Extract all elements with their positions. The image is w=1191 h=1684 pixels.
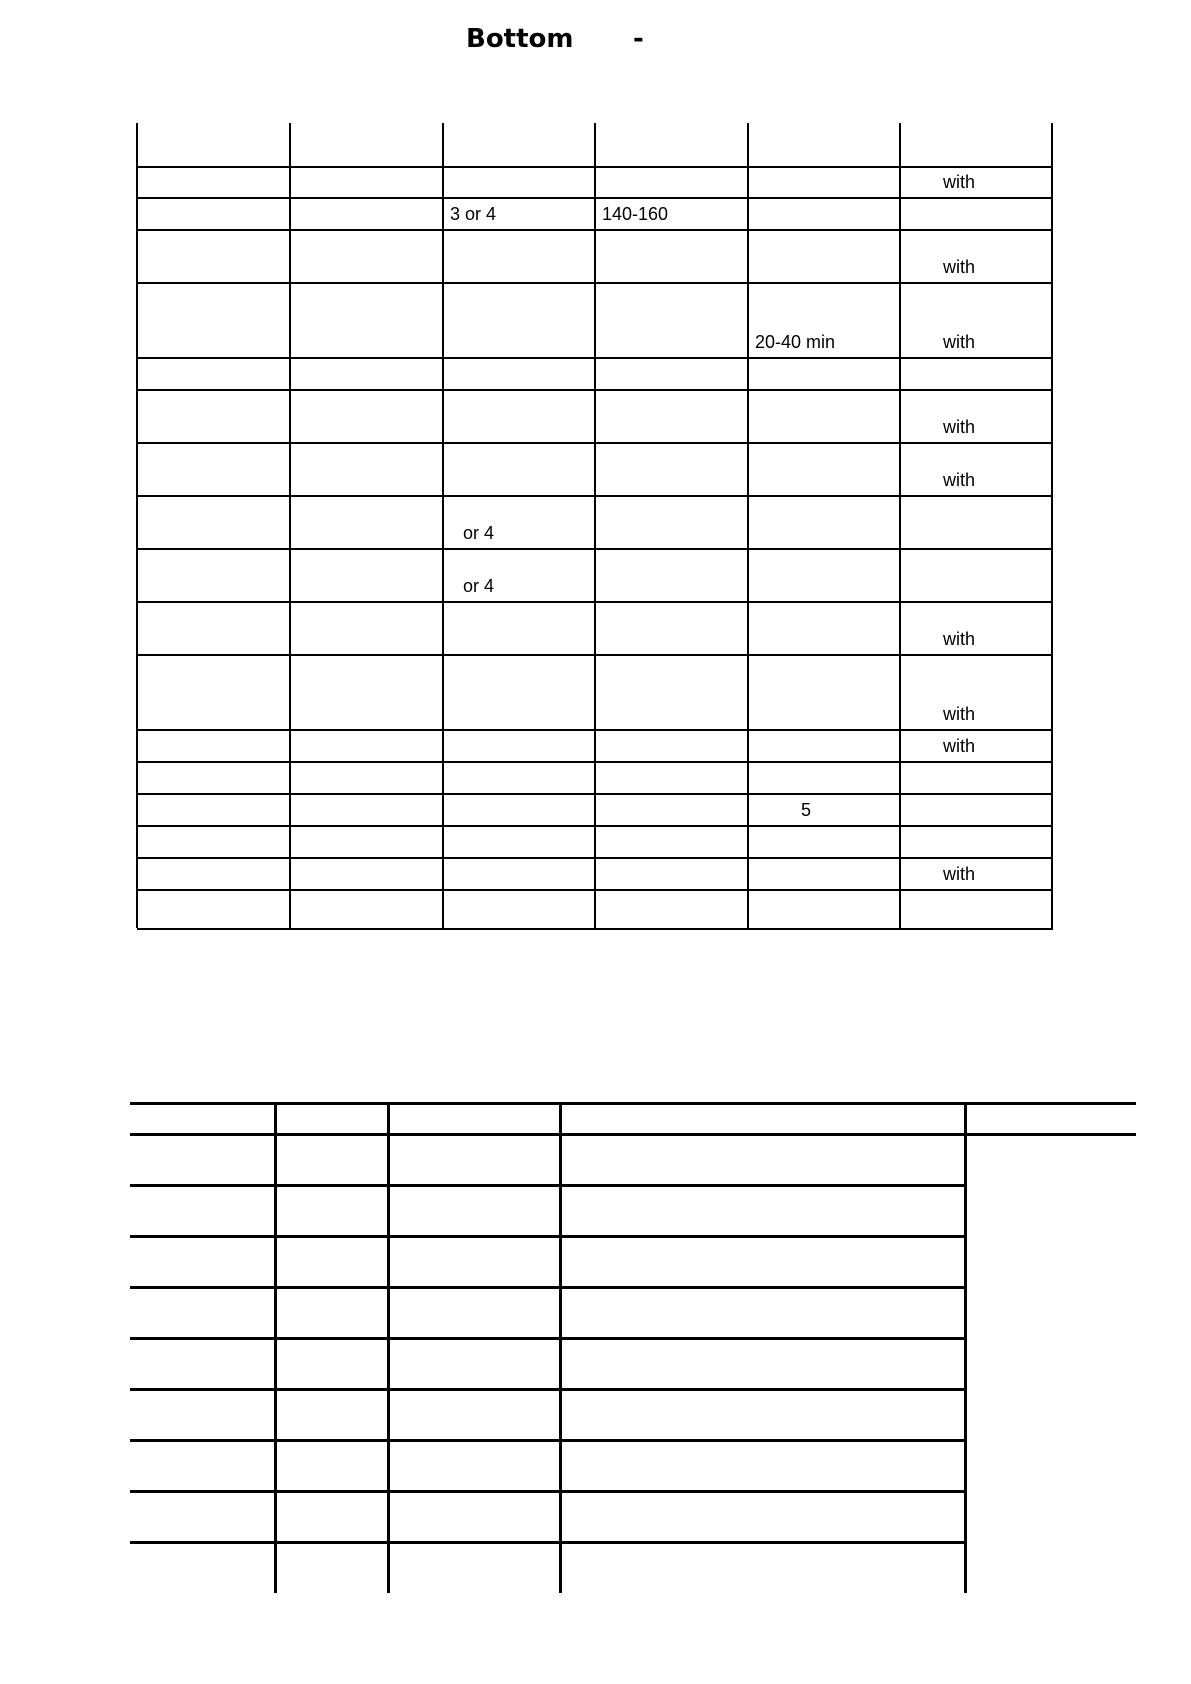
upper-table-cell: with bbox=[943, 704, 976, 724]
upper-table-cell: with bbox=[943, 332, 976, 352]
upper-table-cell: or 4 bbox=[463, 523, 495, 543]
lower-table-column-line bbox=[964, 1102, 967, 1593]
upper-table-cell: with bbox=[943, 417, 976, 437]
upper-table-cell: 3 or 4 bbox=[450, 204, 497, 224]
upper-table-cell: with bbox=[943, 470, 976, 490]
lower-table-row-line bbox=[130, 1388, 967, 1391]
upper-table-cell: with bbox=[943, 629, 976, 649]
page-title: Bottom bbox=[466, 24, 574, 54]
upper-table-cell: with bbox=[943, 864, 976, 884]
upper-table-cell: 5 bbox=[801, 800, 812, 820]
lower-table-column-line bbox=[559, 1102, 562, 1593]
upper-table-cell: with bbox=[943, 172, 976, 192]
lower-table-column-line bbox=[387, 1102, 390, 1593]
upper-table-cell: 140-160 bbox=[602, 204, 669, 224]
lower-table-row-line bbox=[130, 1184, 967, 1187]
title-dash: - bbox=[633, 24, 644, 54]
lower-table-row-line bbox=[130, 1541, 967, 1544]
lower-table-row-line bbox=[130, 1286, 967, 1289]
lower-table-header-line bbox=[130, 1102, 1136, 1105]
lower-table-row-line bbox=[130, 1439, 967, 1442]
lower-table-row-line bbox=[130, 1235, 967, 1238]
lower-table-row-line bbox=[130, 1490, 967, 1493]
upper-table-cell: 20-40 min bbox=[755, 332, 836, 352]
lower-table-header-line bbox=[130, 1133, 1136, 1136]
upper-table-cell: with bbox=[943, 257, 976, 277]
lower-table-column-line bbox=[274, 1102, 277, 1593]
upper-table-cell: or 4 bbox=[463, 576, 495, 596]
upper-table-cell: with bbox=[943, 736, 976, 756]
lower-table-row-line bbox=[130, 1337, 967, 1340]
